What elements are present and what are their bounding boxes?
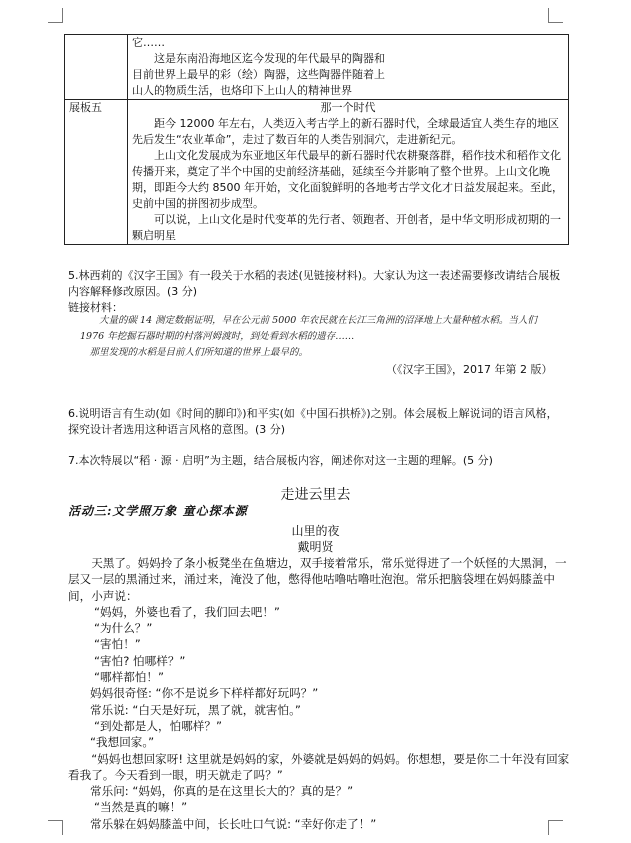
exhibit-paragraph: 距今 12000 年左右，人类迈入考古学上的新石器时代，全球最适宜人类生存的地区先后发生“农业革命”，走过了数百年的人类告别洞穴，走进新纪元。 [132, 117, 559, 146]
dialogue-line: “害怕? 怕哪样？” [94, 653, 186, 668]
dialogue-line: “为什么？” [94, 621, 153, 636]
quote-paragraph: 大量的碳 14 测定数据证明，早在公元前 5000 年农民就在长江三角洲的沼泽地上大量种植水稻。当人们 1976 年挖掘石器时期的村落河姆渡时，到处看到水稻的遗存…… [80, 315, 537, 342]
text-line: 目前世界上最早的彩（绘）陶器，这些陶器伴随着上 [132, 68, 385, 81]
row-label: 展板五 [65, 100, 128, 245]
story-author: 戴明贤 [297, 540, 334, 554]
exhibit-heading: 那一个时代 [320, 101, 376, 114]
row-label [65, 35, 128, 100]
exhibit-table [64, 34, 569, 245]
dialogue-line: 常乐躲在妈妈膝盖中间，长长吐口气说: “幸好你走了！” [90, 816, 377, 831]
question-7: 7.本次特展以“稻 · 源 · 启明”为主题，结合展板内容，阐述你对这一主题的理解。(5 分) [68, 454, 493, 467]
dialogue-line: “妈妈，外婆也看了，我们回去吧！” [94, 604, 280, 619]
quote-paragraph: 那里发现的水稻是目前人们所知道的世界上最早的。 [89, 347, 309, 358]
question-6: 6.说明语言有生动(如《时间的脚印》)和平实(如《中国石拱桥》)之别。体会展板上解说词的语言风格，探究设计者选用这种语言风格的意图。(3 分) [68, 407, 558, 436]
row-content [128, 100, 569, 245]
table-row [65, 35, 569, 100]
text-line: 山人的物质生活，也烙印下上山人的精神世界 [132, 84, 352, 97]
link-material-quote [80, 313, 550, 361]
dialogue-line: 常乐说: “白天是好玩，黑了就，就害怕。” [90, 702, 301, 717]
story-body [68, 555, 572, 832]
exhibit-paragraph: 可以说，上山文化是时代变革的先行者、领跑者、开创者，是中华文明形成初期的一颗启明星 [132, 213, 561, 242]
activity-heading: 活动三:文学照万象 童心探本源 [68, 504, 248, 518]
story-title: 山里的夜 [291, 524, 340, 538]
dialogue-line: “哪样都怕！” [94, 670, 164, 685]
story-paragraph: 天黑了。妈妈拎了条小板凳坐在鱼塘边，双手接着常乐，常乐觉得进了一个妖怪的大黑洞，一层又一层的黑涌过来，涌过来，淹没了他，憋得他咕噜咕噜吐泡泡。常乐把脑袋埋在妈妈膝盖中间，小声说： [68, 556, 567, 603]
row-content [128, 35, 569, 100]
dialogue-line: “害怕！” [94, 637, 141, 652]
dialogue-line: 妈妈很奇怪: “你不是说乡下样样都好玩吗？” [90, 686, 319, 701]
link-material-label: 链接材料： [68, 301, 123, 314]
table-row [65, 100, 569, 245]
crop-mark-bottom-left [48, 820, 63, 835]
story-paragraph: “妈妈也想回家呀! 这里就是妈妈的家，外婆就是妈妈的妈妈。你想想，要是你二十年没有回家看我了。今天看到一眼，明天就走了吗？” [68, 751, 570, 782]
dialogue-line: “到处都是人，怕哪样？” [94, 718, 222, 733]
text-line: 它…… [132, 36, 165, 49]
exhibit-paragraph: 上山文化发展成为东亚地区年代最早的新石器时代农耕聚落群，稻作技术和稻作文化传播开来，奠定了半个中国的史前经济基础，延续至今并影响了整个世界。上山文化晚期，即距今大约 8500 年开始，文化面貌鲜明的各地考古学文化才日益发展起来。至此，史前中国的拼图初步成型。 [132, 149, 563, 210]
crop-mark-top-left [48, 8, 63, 23]
text-line: 这是东南沿海地区迄今发现的年代最早的陶器和 [154, 52, 385, 65]
quote-source: （《汉字王国》，2017 年第 2 版） [386, 363, 553, 376]
dialogue-line: “我想回家。” [90, 735, 155, 750]
crop-mark-top-right [548, 8, 563, 23]
question-5: 5.林西莉的《汉字王国》有一段关于水稻的表述(见链接材料)。大家认为这一表述需要修改请结合展板内容解释修改原因。(3 分) [68, 269, 561, 298]
section-title: 走进云里去 [280, 487, 351, 503]
dialogue-line: 常乐问: “妈妈，你真的是在这里长大的？真的是？” [90, 784, 354, 799]
dialogue-line: “当然是真的嘛！” [94, 800, 188, 815]
